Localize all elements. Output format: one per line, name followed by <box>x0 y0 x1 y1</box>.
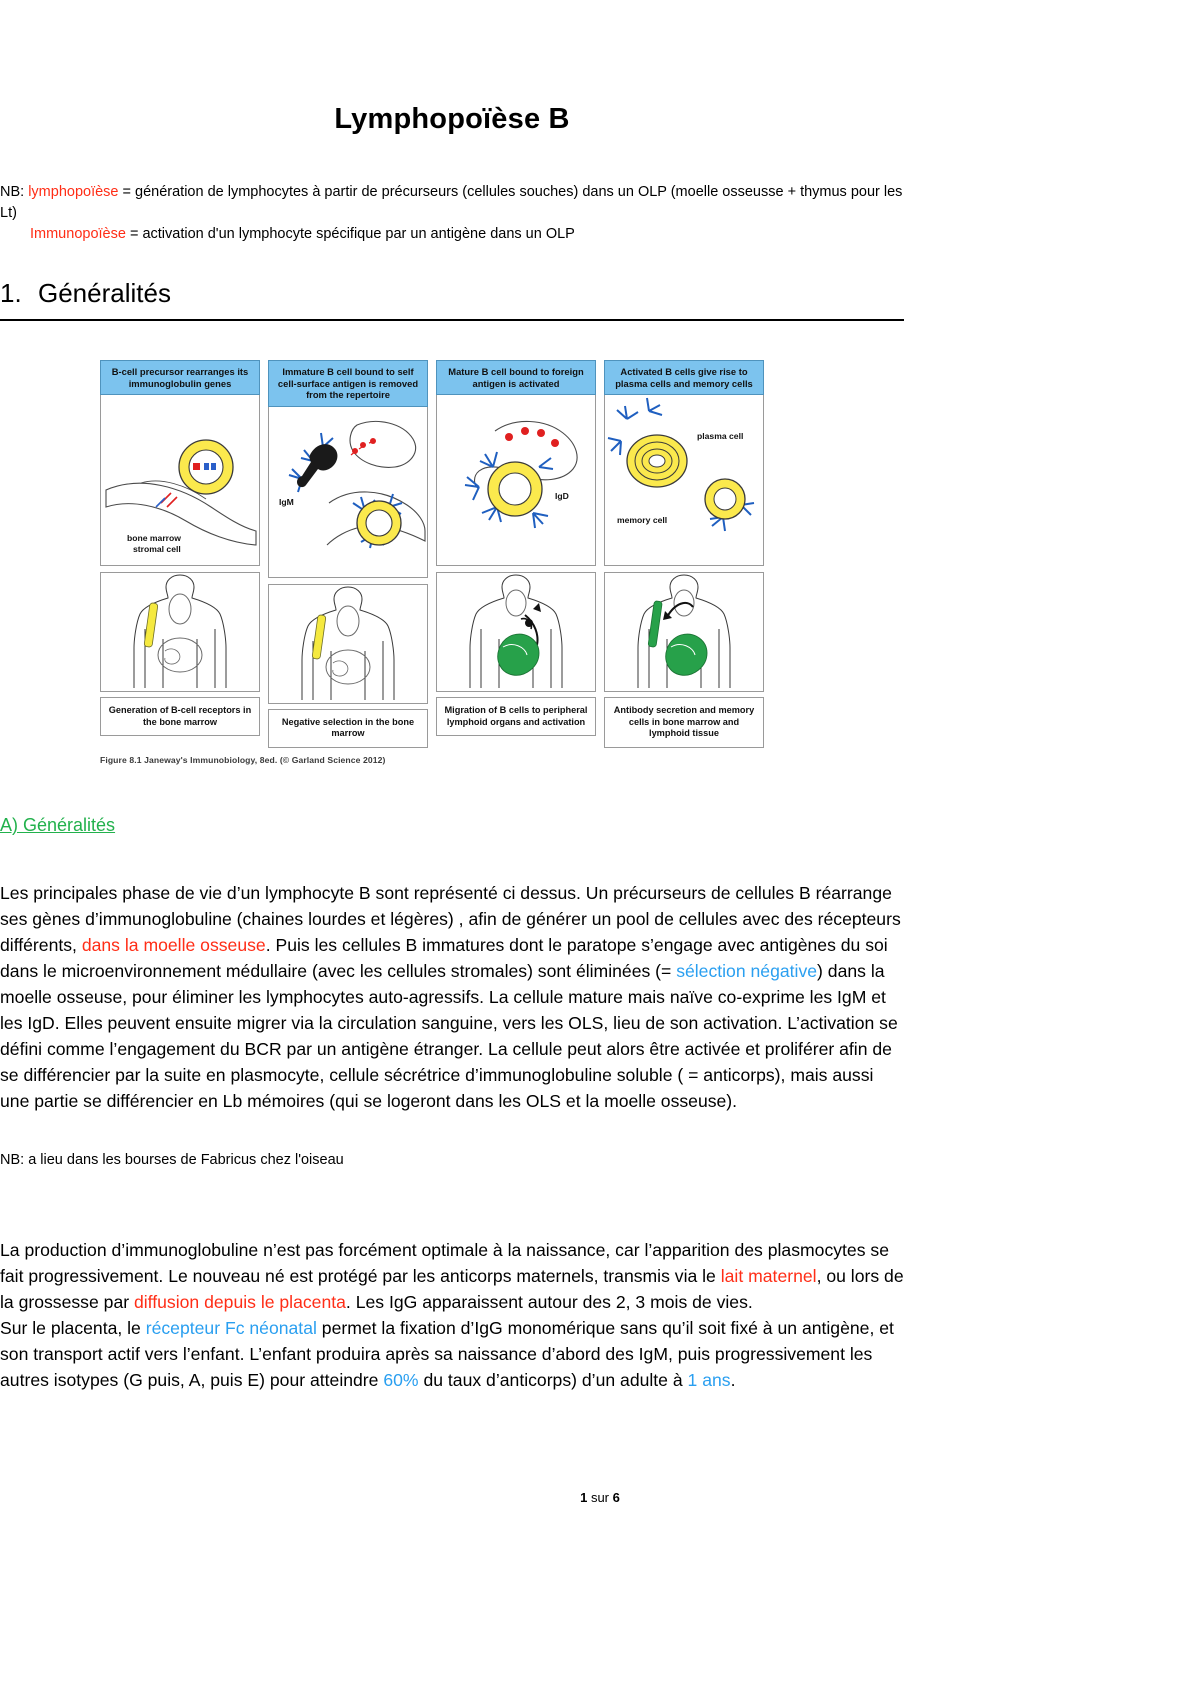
p1-text-2: . Puis les cellules B immatures dont le paratope s’engage avec antigènes du soi dans le microenvironnement médullaire (avec les cellules stromales) sont éliminées (= <box>0 935 888 981</box>
panel-2-label-igm: IgM <box>279 496 294 507</box>
paragraph-immunoglobuline <box>0 1237 904 1393</box>
panel-3-header: Mature B cell bound to foreign antigen is activated <box>436 360 596 395</box>
panel-4-header: Activated B cells give rise to plasma cells and memory cells <box>604 360 764 395</box>
panel-4-label-plasma-cell: plasma cell <box>697 431 744 441</box>
figure-panel-4 <box>604 360 764 748</box>
svg-text:stromal cell: stromal cell <box>133 544 181 554</box>
p2-text-2: , ou lors de la grossesse par <box>0 1266 904 1312</box>
figure-panel-3 <box>436 360 596 748</box>
panel-4-body-diagram <box>604 572 764 692</box>
panel-2-caption: Negative selection in the bone marrow <box>268 709 428 748</box>
p2-text-4: Sur le placenta, le <box>0 1318 146 1338</box>
panel-3-illustration <box>436 395 596 566</box>
panel-3-body-diagram <box>436 572 596 692</box>
panel-3-label-igd: IgD <box>555 491 569 501</box>
footer-current-page: 1 <box>580 1490 588 1505</box>
p2-highlight-recepteur-fc: récepteur Fc néonatal <box>145 1318 317 1338</box>
figure-credit: Figure 8.1 Janeway's Immunobiology, 8ed. (© Garland Science 2012) <box>100 754 386 765</box>
footer-total-pages: 6 <box>612 1490 620 1505</box>
p2-text-1: La production d’immunoglobuline n’est pas forcément optimale à la naissance, car l’apparition des plasmocytes se fait progressivement. Le nouveau né est protégé par les anticorps maternels, transmis via le <box>0 1240 889 1286</box>
term-lymphopoiese: lymphopoïèse <box>28 184 119 200</box>
panel-1-header: B-cell precursor rearranges its immunoglobulin genes <box>100 360 260 395</box>
nb-fabricus: NB: a lieu dans les bourses de Fabricus chez l'oiseau <box>0 1152 344 1168</box>
panel-3-caption: Migration of B cells to peripheral lymphoid organs and activation <box>436 697 596 736</box>
subsection-heading: A) Généralités <box>0 815 116 835</box>
p2-highlight-lait-maternel: lait maternel <box>720 1266 817 1286</box>
p2-text-3: . Les IgG apparaissent autour des 2, 3 mois de vies. <box>345 1292 753 1312</box>
p2-text-5: permet la fixation d’IgG monomérique sans qu’il soit fixé à un antigène, et son transport actif vers l’enfant. L’enfant produira après sa naissance d’abord des IgM, puis progressivement les autres isotypes (G puis, A, puis E) pour atteindre <box>0 1318 894 1390</box>
section-title: Généralités <box>38 278 171 308</box>
section-heading <box>0 278 904 321</box>
panel-4-label-memory-cell: memory cell <box>617 515 668 525</box>
p1-highlight-moelle-osseuse: dans la moelle osseuse <box>81 935 266 955</box>
paragraph-generalites <box>0 880 904 1114</box>
p2-text-7: . <box>730 1370 736 1390</box>
nb-definitions <box>0 182 904 245</box>
p1-text-1: Les principales phase de vie d’un lymphocyte B sont représenté ci dessus. Un précurseurs de cellules B réarrange ses gènes d’immunoglobuline (chaines lourdes et légères) , afin de générer un pool de cellules avec des récepteurs différents, <box>0 883 901 955</box>
page-footer <box>0 1490 1200 1505</box>
page-title: Lymphopoïèse B <box>334 103 570 135</box>
p2-highlight-60-percent: 60% <box>383 1370 419 1390</box>
p2-highlight-diffusion-placenta: diffusion depuis le placenta <box>133 1292 346 1312</box>
p1-highlight-selection-negative: sélection négative <box>676 961 818 981</box>
footer-separator: sur <box>587 1490 613 1505</box>
panel-1-body-diagram <box>100 572 260 692</box>
p2-highlight-1-ans: 1 ans <box>687 1370 731 1390</box>
panel-4-caption: Antibody secretion and memory cells in bone marrow and lymphoid tissue <box>604 697 764 748</box>
definition-lymphopoiese: = génération de lymphocytes à partir de précurseurs (cellules souches) dans un OLP (moelle osseusse + thymus pour les Lt) <box>0 184 903 221</box>
definition-immunopoiese: = activation d'un lymphocyte spécifique par un antigène dans un OLP <box>125 226 575 242</box>
nb-line-2 <box>0 224 904 245</box>
section-number: 1. <box>0 278 22 308</box>
term-immunopoiese: Immunopoïèse <box>30 226 126 242</box>
nb-prefix: NB: <box>0 184 29 200</box>
panel-2-illustration <box>268 407 428 578</box>
p2-text-6: du taux d’anticorps) d’un adulte à <box>418 1370 688 1390</box>
panel-1-label-bone-marrow-stromal-cell: bone marrow <box>127 533 181 543</box>
figure-panel-row <box>100 360 770 748</box>
figure-b-cell-development <box>100 360 770 765</box>
panel-1-illustration <box>100 395 260 566</box>
panel-2-body-diagram <box>268 584 428 704</box>
figure-panel-1 <box>100 360 260 748</box>
figure-panel-2 <box>268 360 428 748</box>
panel-2-header: Immature B cell bound to self cell-surface antigen is removed from the repertoire <box>268 360 428 407</box>
panel-1-caption: Generation of B-cell receptors in the bone marrow <box>100 697 260 736</box>
p1-text-3: ) dans la moelle osseuse, pour éliminer les lymphocytes auto-agressifs. La cellule mature mais naïve co-exprime les IgM et les IgD. Elles peuvent ensuite migrer via la circulation sanguine, vers les OLS, lieu de son activation. L’activation se défini comme l’engagement du BCR par un antigène étranger. La cellule peut alors être activée et proliférer afin de se différencier par la suite en plasmocyte, cellule sécrétrice d’immunoglobuline soluble ( = anticorps), mais aussi une partie se différencier en Lb mémoires (qui se logeront dans les OLS et la moelle osseuse). <box>0 961 898 1111</box>
panel-4-illustration <box>604 395 764 566</box>
